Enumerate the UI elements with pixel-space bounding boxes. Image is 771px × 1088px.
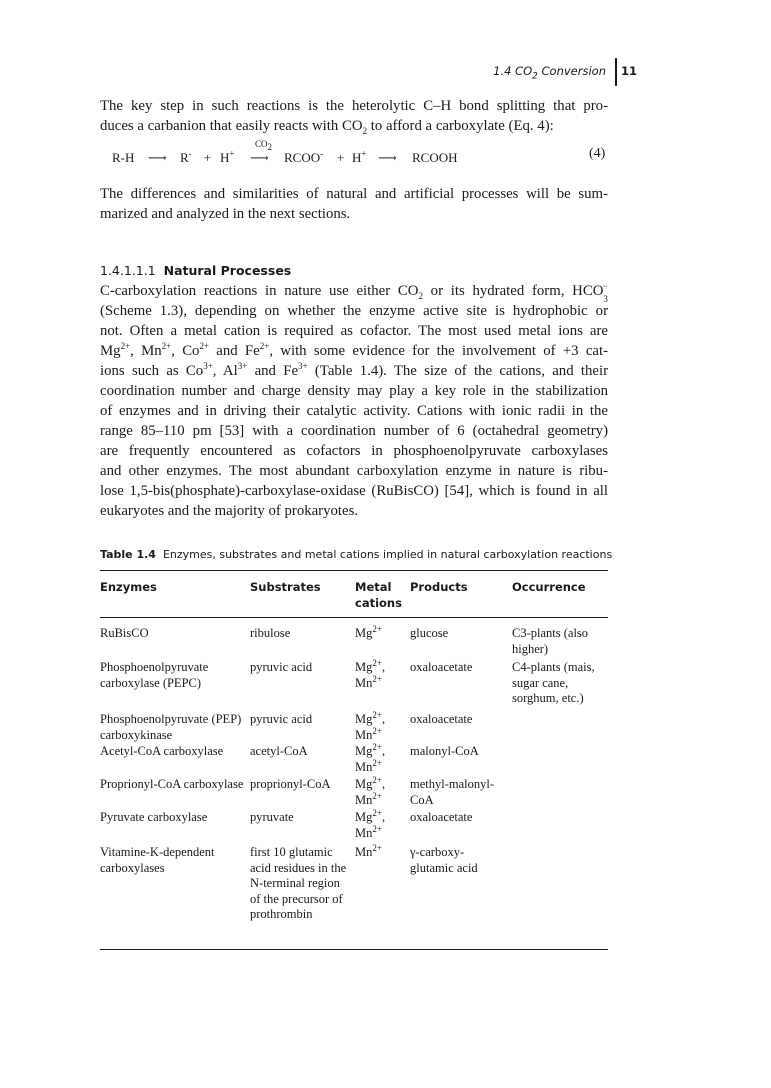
cell-enzyme: Vitamine-K-dependent carboxylases bbox=[100, 845, 215, 875]
cell-enzyme: Acetyl-CoA carboxylase bbox=[100, 744, 224, 758]
reactant-rh: R-H bbox=[112, 150, 135, 165]
column-header-substrates: Substrates bbox=[250, 580, 321, 594]
reaction-arrow: ⟶ bbox=[378, 150, 397, 165]
column-header-occurrence: Occurrence bbox=[512, 580, 586, 594]
intro-paragraph bbox=[100, 96, 608, 136]
cell-enzyme: Proprionyl-CoA carboxylase bbox=[100, 777, 244, 791]
section-number: 1.4.1.1.1 bbox=[100, 263, 156, 278]
carbanion: R- bbox=[180, 148, 192, 165]
equation-number: (4) bbox=[589, 146, 606, 161]
cell-metal-cations: $Mg^{2+}$, $Mn^{2+}$ bbox=[355, 709, 386, 742]
table-header-rule bbox=[100, 617, 608, 618]
text-line: eukaryotes and the majority of prokaryotes. bbox=[100, 503, 359, 519]
column-header-metal-cations: Metal cations bbox=[355, 580, 402, 610]
carboxylate: RCOO- bbox=[284, 148, 324, 165]
table-caption-text: Enzymes, substrates and metal cations implied in natural carboxylation reactions bbox=[162, 548, 613, 561]
text-line: C-carboxylation reactions in nature use either $CO_2$ or its hydrated form, $HCO_3^-$ bbox=[100, 281, 608, 304]
cell-metal-cations: $Mg^{2+}$, $Mn^{2+}$ bbox=[355, 741, 386, 774]
cell-product: oxaloacetate bbox=[410, 660, 473, 674]
text-line: not. Often a metal cation is required as cofactor. The most used metal ions are bbox=[100, 323, 608, 339]
cell-substrate: pyruvic acid bbox=[250, 712, 313, 726]
text-line: coordination number and charge density may play a key role in the stabilization bbox=[100, 383, 608, 399]
table-top-rule bbox=[100, 570, 608, 571]
running-title: 1.4 $CO_2$ Conversion bbox=[493, 64, 606, 82]
cell-enzyme: Phosphoenolpyruvate (PEP) carboxykinase bbox=[100, 712, 242, 742]
text-line: lose 1,5-bis(phosphate)-carboxylase-oxidase (RuBisCO) [54], which is found in all bbox=[100, 483, 608, 499]
differences-paragraph bbox=[100, 184, 608, 224]
text-line: range 85–110 pm [53] with a coordination number of 6 (octahedral geometry) bbox=[100, 423, 608, 439]
arrow-label-co2: $CO_2$ bbox=[255, 139, 273, 152]
cell-product: γ-carboxy-glutamic acid bbox=[410, 845, 478, 875]
plus-sign: + bbox=[204, 150, 212, 165]
text-line: and other enzymes. The most abundant carboxylation enzyme in nature is ribu- bbox=[100, 463, 608, 479]
cell-enzyme: RuBisCO bbox=[100, 626, 149, 640]
cell-substrate: acetyl-CoA bbox=[250, 744, 308, 758]
equation-4 bbox=[112, 139, 608, 174]
natural-processes-paragraph bbox=[100, 281, 608, 521]
text-line: marized and analyzed in the next sections. bbox=[100, 206, 351, 222]
reaction-arrow: ⟶ bbox=[250, 150, 269, 165]
plus-sign: + bbox=[337, 150, 345, 165]
cell-substrate: pyruvate bbox=[250, 810, 294, 824]
cell-occurrence: C4-plants (mais, sugar cane, sorghum, etc.) bbox=[512, 660, 595, 705]
section-heading bbox=[100, 263, 291, 278]
cell-enzyme: Phosphoenolpyruvate carboxylase (PEPC) bbox=[100, 660, 209, 690]
cell-substrate: first 10 glutamic acid residues in the N-terminal region of the precursor of prothrombin bbox=[250, 845, 347, 921]
text-line: (Scheme 1.3), depending on whether the enzyme active site is hydrophobic or bbox=[100, 303, 608, 319]
cell-product: glucose bbox=[410, 626, 449, 640]
cell-substrate: proprionyl-CoA bbox=[250, 777, 331, 791]
cell-metal-cations: $Mn^{2+}$ bbox=[355, 842, 382, 859]
cell-product: methyl-malonyl-CoA bbox=[410, 777, 495, 807]
table-label: Table 1.4 bbox=[100, 548, 156, 561]
cell-metal-cations: $Mg^{2+}$ bbox=[355, 623, 382, 640]
section-title: Natural Processes bbox=[163, 263, 292, 278]
cell-occurrence: C3-plants (also higher) bbox=[512, 626, 589, 656]
cell-substrate: pyruvic acid bbox=[250, 660, 313, 674]
reaction-arrow: ⟶ bbox=[148, 150, 167, 165]
text-line: The key step in such reactions is the heterolytic C–H bond splitting that pro- bbox=[100, 98, 608, 114]
text-line: $Mg^{2+}$, $Mn^{2+}$, $Co^{2+}$ and $Fe^{2+}$, with some evidence for the involvement of +3 cat- bbox=[100, 341, 608, 359]
cell-product: oxaloacetate bbox=[410, 810, 473, 824]
proton: H+ bbox=[352, 148, 367, 165]
text-line: ions such as $Co^{3+}$, $Al^{3+}$ and $Fe^{3+}$ (Table 1.4). The size of the cations, and their bbox=[100, 361, 608, 379]
cell-metal-cations: $Mg^{2+}$, $Mn^{2+}$ bbox=[355, 807, 386, 840]
text-line: duces a carbanion that easily reacts with $CO_2$ to afford a carboxylate (Eq. 4): bbox=[100, 118, 554, 136]
cell-metal-cations: $Mg^{2+}$, $Mn^{2+}$ bbox=[355, 774, 386, 807]
cell-substrate: ribulose bbox=[250, 626, 291, 640]
text-line: The differences and similarities of natural and artificial processes will be sum- bbox=[100, 186, 608, 202]
table-bottom-rule bbox=[100, 949, 608, 950]
cell-metal-cations: $Mg^{2+}$, $Mn^{2+}$ bbox=[355, 657, 386, 690]
cell-enzyme: Pyruvate carboxylase bbox=[100, 810, 208, 824]
proton: H+ bbox=[220, 148, 235, 165]
column-header-enzymes: Enzymes bbox=[100, 580, 157, 594]
text-line: are frequently encountered as cofactors in phosphoenolpyruvate carboxylases bbox=[100, 443, 608, 459]
cell-product: malonyl-CoA bbox=[410, 744, 479, 758]
text-line: of enzymes and in driving their catalytic activity. Cations with ionic radii in the bbox=[100, 403, 608, 419]
carboxylic-acid: RCOOH bbox=[412, 150, 458, 165]
cell-product: oxaloacetate bbox=[410, 712, 473, 726]
header-divider bbox=[615, 58, 617, 86]
table-caption bbox=[100, 548, 612, 561]
page-number: 11 bbox=[621, 64, 638, 78]
column-header-products: Products bbox=[410, 580, 468, 594]
